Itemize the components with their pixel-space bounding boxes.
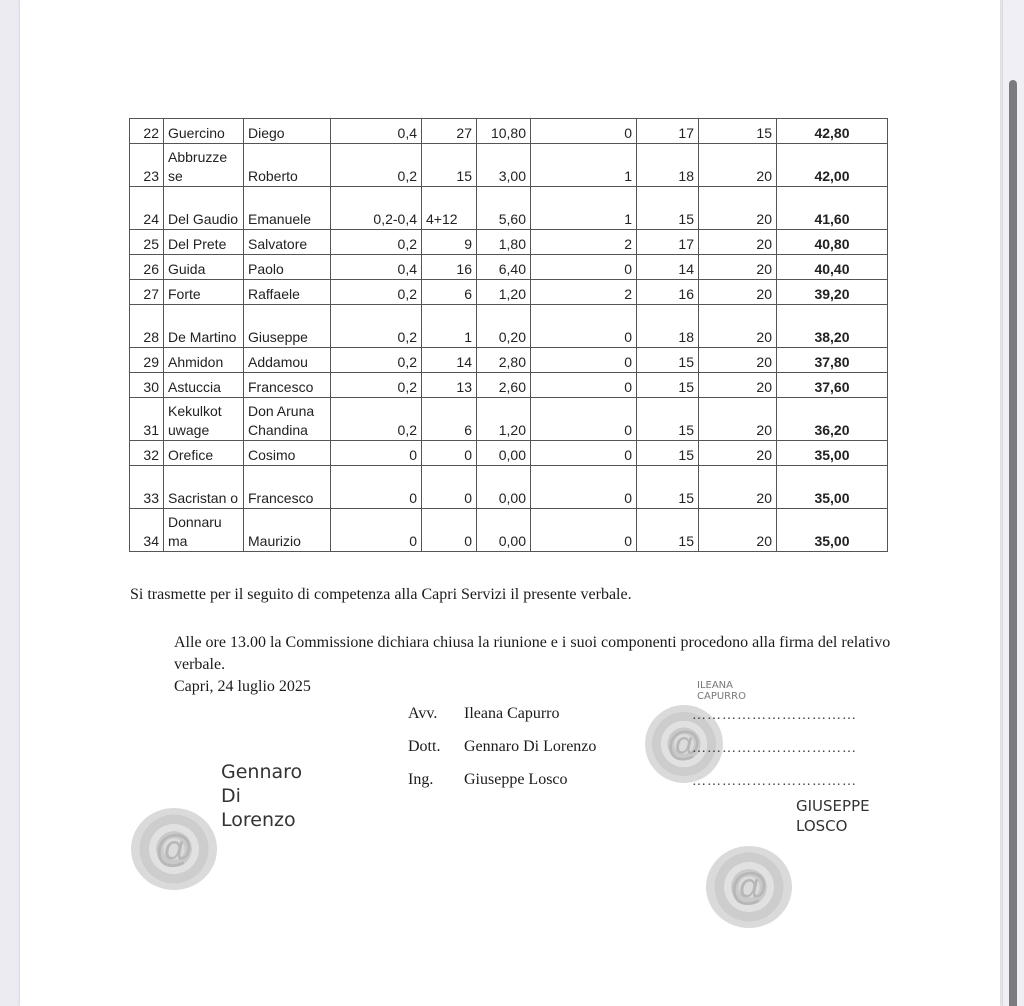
surname-cell: Astuccia <box>164 373 244 398</box>
name-cell: Francesco <box>244 466 331 509</box>
criterion2-cell: 15 <box>637 509 699 552</box>
coefficient-cell: 0,2 <box>331 348 422 373</box>
surname-cell: Donnaru ma <box>164 509 244 552</box>
criterion3-cell: 20 <box>699 255 777 280</box>
transmit-paragraph: Si trasmette per il seguito di competenza alla Capri Servizi il presente verbale. <box>130 586 632 603</box>
score-cell: 5,60 <box>477 187 531 230</box>
criterion3-cell: 20 <box>699 441 777 466</box>
count-cell: 4+12 <box>422 187 477 230</box>
signature-line: …………………………… <box>692 708 857 723</box>
coefficient-cell: 0,2 <box>331 373 422 398</box>
signature-capurro: ILEANA CAPURRO <box>697 680 746 702</box>
total-cell: 42,80 <box>777 119 888 144</box>
surname-cell: Sacristan o <box>164 466 244 509</box>
criterion2-cell: 17 <box>637 230 699 255</box>
score-cell: 0,00 <box>477 509 531 552</box>
signature-losco: GIUSEPPE LOSCO <box>796 797 870 835</box>
coefficient-cell: 0,4 <box>331 119 422 144</box>
surname-cell: Abbruzze se <box>164 144 244 187</box>
surname-cell: De Martino <box>164 305 244 348</box>
criterion2-cell: 15 <box>637 398 699 441</box>
table-row <box>130 398 888 441</box>
count-cell: 13 <box>422 373 477 398</box>
score-cell: 1,20 <box>477 398 531 441</box>
criterion2-cell: 18 <box>637 305 699 348</box>
name-cell: Salvatore <box>244 230 331 255</box>
signatory-name: Gennaro Di Lorenzo <box>464 738 597 755</box>
name-cell: Cosimo <box>244 441 331 466</box>
criterion1-cell: 0 <box>531 398 637 441</box>
row-number: 22 <box>130 119 164 144</box>
signatory-name: Ileana Capurro <box>464 705 560 722</box>
coefficient-cell: 0,4 <box>331 255 422 280</box>
criterion1-cell: 1 <box>531 144 637 187</box>
score-cell: 0,20 <box>477 305 531 348</box>
coefficient-cell: 0 <box>331 509 422 552</box>
total-cell: 35,00 <box>777 441 888 466</box>
signatory-name: Giuseppe Losco <box>464 771 568 788</box>
total-cell: 39,20 <box>777 280 888 305</box>
row-number: 34 <box>130 509 164 552</box>
name-cell: Maurizio <box>244 509 331 552</box>
row-number: 25 <box>130 230 164 255</box>
coefficient-cell: 0,2-0,4 <box>331 187 422 230</box>
row-number: 29 <box>130 348 164 373</box>
surname-cell: Ahmidon <box>164 348 244 373</box>
signatory-title: Dott. <box>408 738 441 755</box>
surname-cell: Kekulkot uwage <box>164 398 244 441</box>
count-cell: 27 <box>422 119 477 144</box>
criterion1-cell: 2 <box>531 230 637 255</box>
criterion3-cell: 20 <box>699 230 777 255</box>
criterion2-cell: 15 <box>637 441 699 466</box>
table-row <box>130 144 888 187</box>
criterion3-cell: 20 <box>699 466 777 509</box>
count-cell: 0 <box>422 466 477 509</box>
score-cell: 3,00 <box>477 144 531 187</box>
name-cell: Francesco <box>244 373 331 398</box>
criterion2-cell: 16 <box>637 280 699 305</box>
count-cell: 16 <box>422 255 477 280</box>
digital-seal-icon: @ <box>706 846 792 928</box>
count-cell: 14 <box>422 348 477 373</box>
table-row <box>130 187 888 230</box>
surname-cell: Orefice <box>164 441 244 466</box>
total-cell: 42,00 <box>777 144 888 187</box>
criterion1-cell: 0 <box>531 466 637 509</box>
signatory-row <box>408 738 596 771</box>
criterion2-cell: 15 <box>637 187 699 230</box>
criterion3-cell: 20 <box>699 373 777 398</box>
row-number: 26 <box>130 255 164 280</box>
total-cell: 35,00 <box>777 509 888 552</box>
place-date: Capri, 24 luglio 2025 <box>174 678 311 695</box>
digital-seal-icon: @ <box>645 705 723 783</box>
criterion1-cell: 0 <box>531 119 637 144</box>
count-cell: 15 <box>422 144 477 187</box>
count-cell: 9 <box>422 230 477 255</box>
score-cell: 1,80 <box>477 230 531 255</box>
criterion3-cell: 20 <box>699 348 777 373</box>
surname-cell: Guida <box>164 255 244 280</box>
criterion3-cell: 20 <box>699 187 777 230</box>
criterion1-cell: 0 <box>531 509 637 552</box>
table-row <box>130 280 888 305</box>
total-cell: 41,60 <box>777 187 888 230</box>
name-cell: Giuseppe <box>244 305 331 348</box>
criterion2-cell: 17 <box>637 119 699 144</box>
table-row <box>130 348 888 373</box>
name-cell: Diego <box>244 119 331 144</box>
coefficient-cell: 0,2 <box>331 230 422 255</box>
signatory-title: Ing. <box>408 771 434 788</box>
coefficient-cell: 0,2 <box>331 144 422 187</box>
signatory-row <box>408 771 596 804</box>
row-number: 30 <box>130 373 164 398</box>
signature-line: …………………………… <box>692 774 857 789</box>
criterion1-cell: 0 <box>531 255 637 280</box>
coefficient-cell: 0,2 <box>331 398 422 441</box>
total-cell: 40,40 <box>777 255 888 280</box>
closing-text: Alle ore 13.00 la Commissione dichiara chiusa la riunione e i suoi componenti procedono alla firma del relativo verbale. <box>174 634 891 673</box>
count-cell: 0 <box>422 441 477 466</box>
surname-cell: Del Prete <box>164 230 244 255</box>
signature-di-lorenzo: Gennaro Di Lorenzo <box>221 761 303 831</box>
signature-line: …………………………… <box>692 741 857 756</box>
name-cell: Emanuele <box>244 187 331 230</box>
row-number: 24 <box>130 187 164 230</box>
row-number: 31 <box>130 398 164 441</box>
table-row <box>130 305 888 348</box>
total-cell: 38,20 <box>777 305 888 348</box>
total-cell: 37,80 <box>777 348 888 373</box>
score-cell: 2,60 <box>477 373 531 398</box>
score-cell: 1,20 <box>477 280 531 305</box>
criterion3-cell: 20 <box>699 144 777 187</box>
row-number: 33 <box>130 466 164 509</box>
row-number: 27 <box>130 280 164 305</box>
count-cell: 1 <box>422 305 477 348</box>
surname-cell: Del Gaudio <box>164 187 244 230</box>
score-cell: 2,80 <box>477 348 531 373</box>
row-number: 23 <box>130 144 164 187</box>
criterion2-cell: 14 <box>637 255 699 280</box>
total-cell: 37,60 <box>777 373 888 398</box>
total-cell: 36,20 <box>777 398 888 441</box>
table-row <box>130 509 888 552</box>
criterion1-cell: 2 <box>531 280 637 305</box>
criterion1-cell: 0 <box>531 373 637 398</box>
criterion3-cell: 20 <box>699 509 777 552</box>
criterion1-cell: 1 <box>531 187 637 230</box>
score-cell: 10,80 <box>477 119 531 144</box>
total-cell: 35,00 <box>777 466 888 509</box>
surname-cell: Forte <box>164 280 244 305</box>
count-cell: 6 <box>422 280 477 305</box>
table-row <box>130 441 888 466</box>
results-table <box>129 118 888 552</box>
criterion1-cell: 0 <box>531 441 637 466</box>
digital-seal-icon: @ <box>131 808 217 890</box>
criterion1-cell: 0 <box>531 348 637 373</box>
signatory-row <box>408 705 596 738</box>
scrollbar-thumb[interactable] <box>1009 80 1017 1006</box>
row-number: 32 <box>130 441 164 466</box>
coefficient-cell: 0 <box>331 466 422 509</box>
surname-cell: Guercino <box>164 119 244 144</box>
name-cell: Paolo <box>244 255 331 280</box>
table-row <box>130 255 888 280</box>
criterion3-cell: 20 <box>699 398 777 441</box>
score-cell: 0,00 <box>477 441 531 466</box>
criterion2-cell: 15 <box>637 348 699 373</box>
coefficient-cell: 0 <box>331 441 422 466</box>
criterion1-cell: 0 <box>531 305 637 348</box>
signatory-title: Avv. <box>408 705 438 722</box>
criterion3-cell: 15 <box>699 119 777 144</box>
total-cell: 40,80 <box>777 230 888 255</box>
criterion2-cell: 15 <box>637 373 699 398</box>
count-cell: 6 <box>422 398 477 441</box>
name-cell: Don Aruna Chandina <box>244 398 331 441</box>
criterion3-cell: 20 <box>699 305 777 348</box>
name-cell: Roberto <box>244 144 331 187</box>
row-number: 28 <box>130 305 164 348</box>
criterion3-cell: 20 <box>699 280 777 305</box>
coefficient-cell: 0,2 <box>331 305 422 348</box>
signatories-list <box>408 705 596 804</box>
table-row <box>130 373 888 398</box>
score-cell: 0,00 <box>477 466 531 509</box>
count-cell: 0 <box>422 509 477 552</box>
score-cell: 6,40 <box>477 255 531 280</box>
criterion2-cell: 18 <box>637 144 699 187</box>
table-row <box>130 119 888 144</box>
criterion2-cell: 15 <box>637 466 699 509</box>
coefficient-cell: 0,2 <box>331 280 422 305</box>
name-cell: Addamou <box>244 348 331 373</box>
table-row <box>130 230 888 255</box>
closing-paragraph <box>174 632 894 698</box>
name-cell: Raffaele <box>244 280 331 305</box>
table-row <box>130 466 888 509</box>
